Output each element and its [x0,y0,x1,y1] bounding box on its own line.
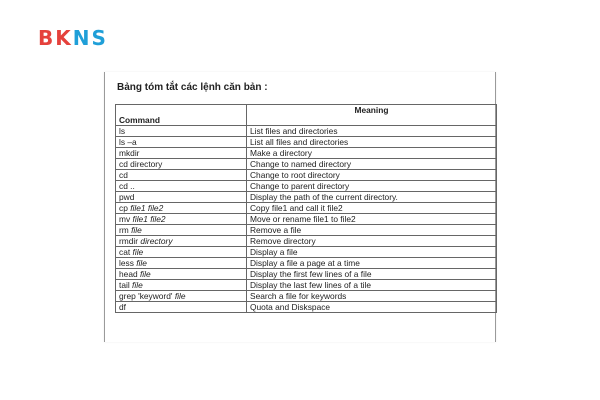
command-text: cd directory [119,159,163,169]
command-text: cat [119,247,133,257]
table-row [116,137,497,148]
command-cell [116,302,247,313]
meaning-cell: Change to parent directory [247,181,497,192]
meaning-cell: Display a file a page at a time [247,258,497,269]
document-heading: Bảng tóm tắt các lệnh căn bản : [117,82,268,93]
table-row [116,236,497,247]
meaning-cell: Display the last few lines of a tile [247,280,497,291]
command-text: ls [119,126,126,136]
logo-part-blue: NS [72,26,108,50]
meaning-cell: Move or rename file1 to file2 [247,214,497,225]
command-cell [116,203,247,214]
command-cell [116,269,247,280]
meaning-cell: List all files and directories [247,137,497,148]
bkns-logo[interactable] [38,28,108,48]
meaning-cell: Remove a file [247,225,497,236]
meaning-cell: Display the path of the current directory. [247,192,497,203]
table-row [116,203,497,214]
table-body [116,126,497,313]
command-cell [116,137,247,148]
command-cell [116,247,247,258]
table-row [116,192,497,203]
command-text: cd .. [119,181,135,191]
command-argument: file1 file2 [130,203,164,213]
command-cell [116,126,247,137]
table-row [116,148,497,159]
meaning-cell: Display the first few lines of a file [247,269,497,280]
command-cell [116,192,247,203]
table-header-row [116,105,497,126]
command-argument: file1 file2 [132,214,166,224]
command-cell [116,214,247,225]
command-cell [116,258,247,269]
command-text: mv [119,214,133,224]
command-text: ls –a [119,137,137,147]
table-row [116,225,497,236]
command-argument: directory [140,236,173,246]
table-row [116,170,497,181]
command-argument: file [136,258,147,268]
command-cell [116,225,247,236]
command-text: rmdir [119,236,141,246]
header-meaning: Meaning [247,105,497,126]
command-cell [116,159,247,170]
meaning-cell: Quota and Diskspace [247,302,497,313]
command-text: tail [119,280,133,290]
meaning-cell: Change to named directory [247,159,497,170]
command-text: grep 'keyword' [119,291,175,301]
table-row [116,247,497,258]
meaning-cell: Display a file [247,247,497,258]
command-cell [116,236,247,247]
table-row [116,269,497,280]
table-row [116,258,497,269]
table-row [116,302,497,313]
document-image [104,72,496,342]
logo-part-red: BK [38,26,73,50]
meaning-cell: Change to root directory [247,170,497,181]
command-text: df [119,302,126,312]
meaning-cell: Copy file1 and call it file2 [247,203,497,214]
meaning-cell: Make a directory [247,148,497,159]
table-row [116,291,497,302]
meaning-cell: Search a file for keywords [247,291,497,302]
command-text: less [119,258,137,268]
command-argument: file [174,291,186,301]
command-cell [116,291,247,302]
table-row [116,126,497,137]
command-text: cp [119,203,131,213]
meaning-cell: Remove directory [247,236,497,247]
command-cell [116,181,247,192]
command-text: head [119,269,140,279]
table-row [116,214,497,225]
command-text: rm [119,225,132,235]
header-command: Command [116,105,247,126]
command-argument: file [132,247,144,257]
command-text: mkdir [119,148,140,158]
table-row [116,159,497,170]
command-cell [116,280,247,291]
command-cell [116,170,247,181]
table-row [116,181,497,192]
command-text: cd [119,170,128,180]
meaning-cell: List files and directories [247,126,497,137]
command-argument: file [131,225,142,235]
table-row [116,280,497,291]
command-cell [116,148,247,159]
command-text: pwd [119,192,135,202]
command-argument: file [139,269,151,279]
command-argument: file [132,280,143,290]
commands-table [115,104,497,313]
